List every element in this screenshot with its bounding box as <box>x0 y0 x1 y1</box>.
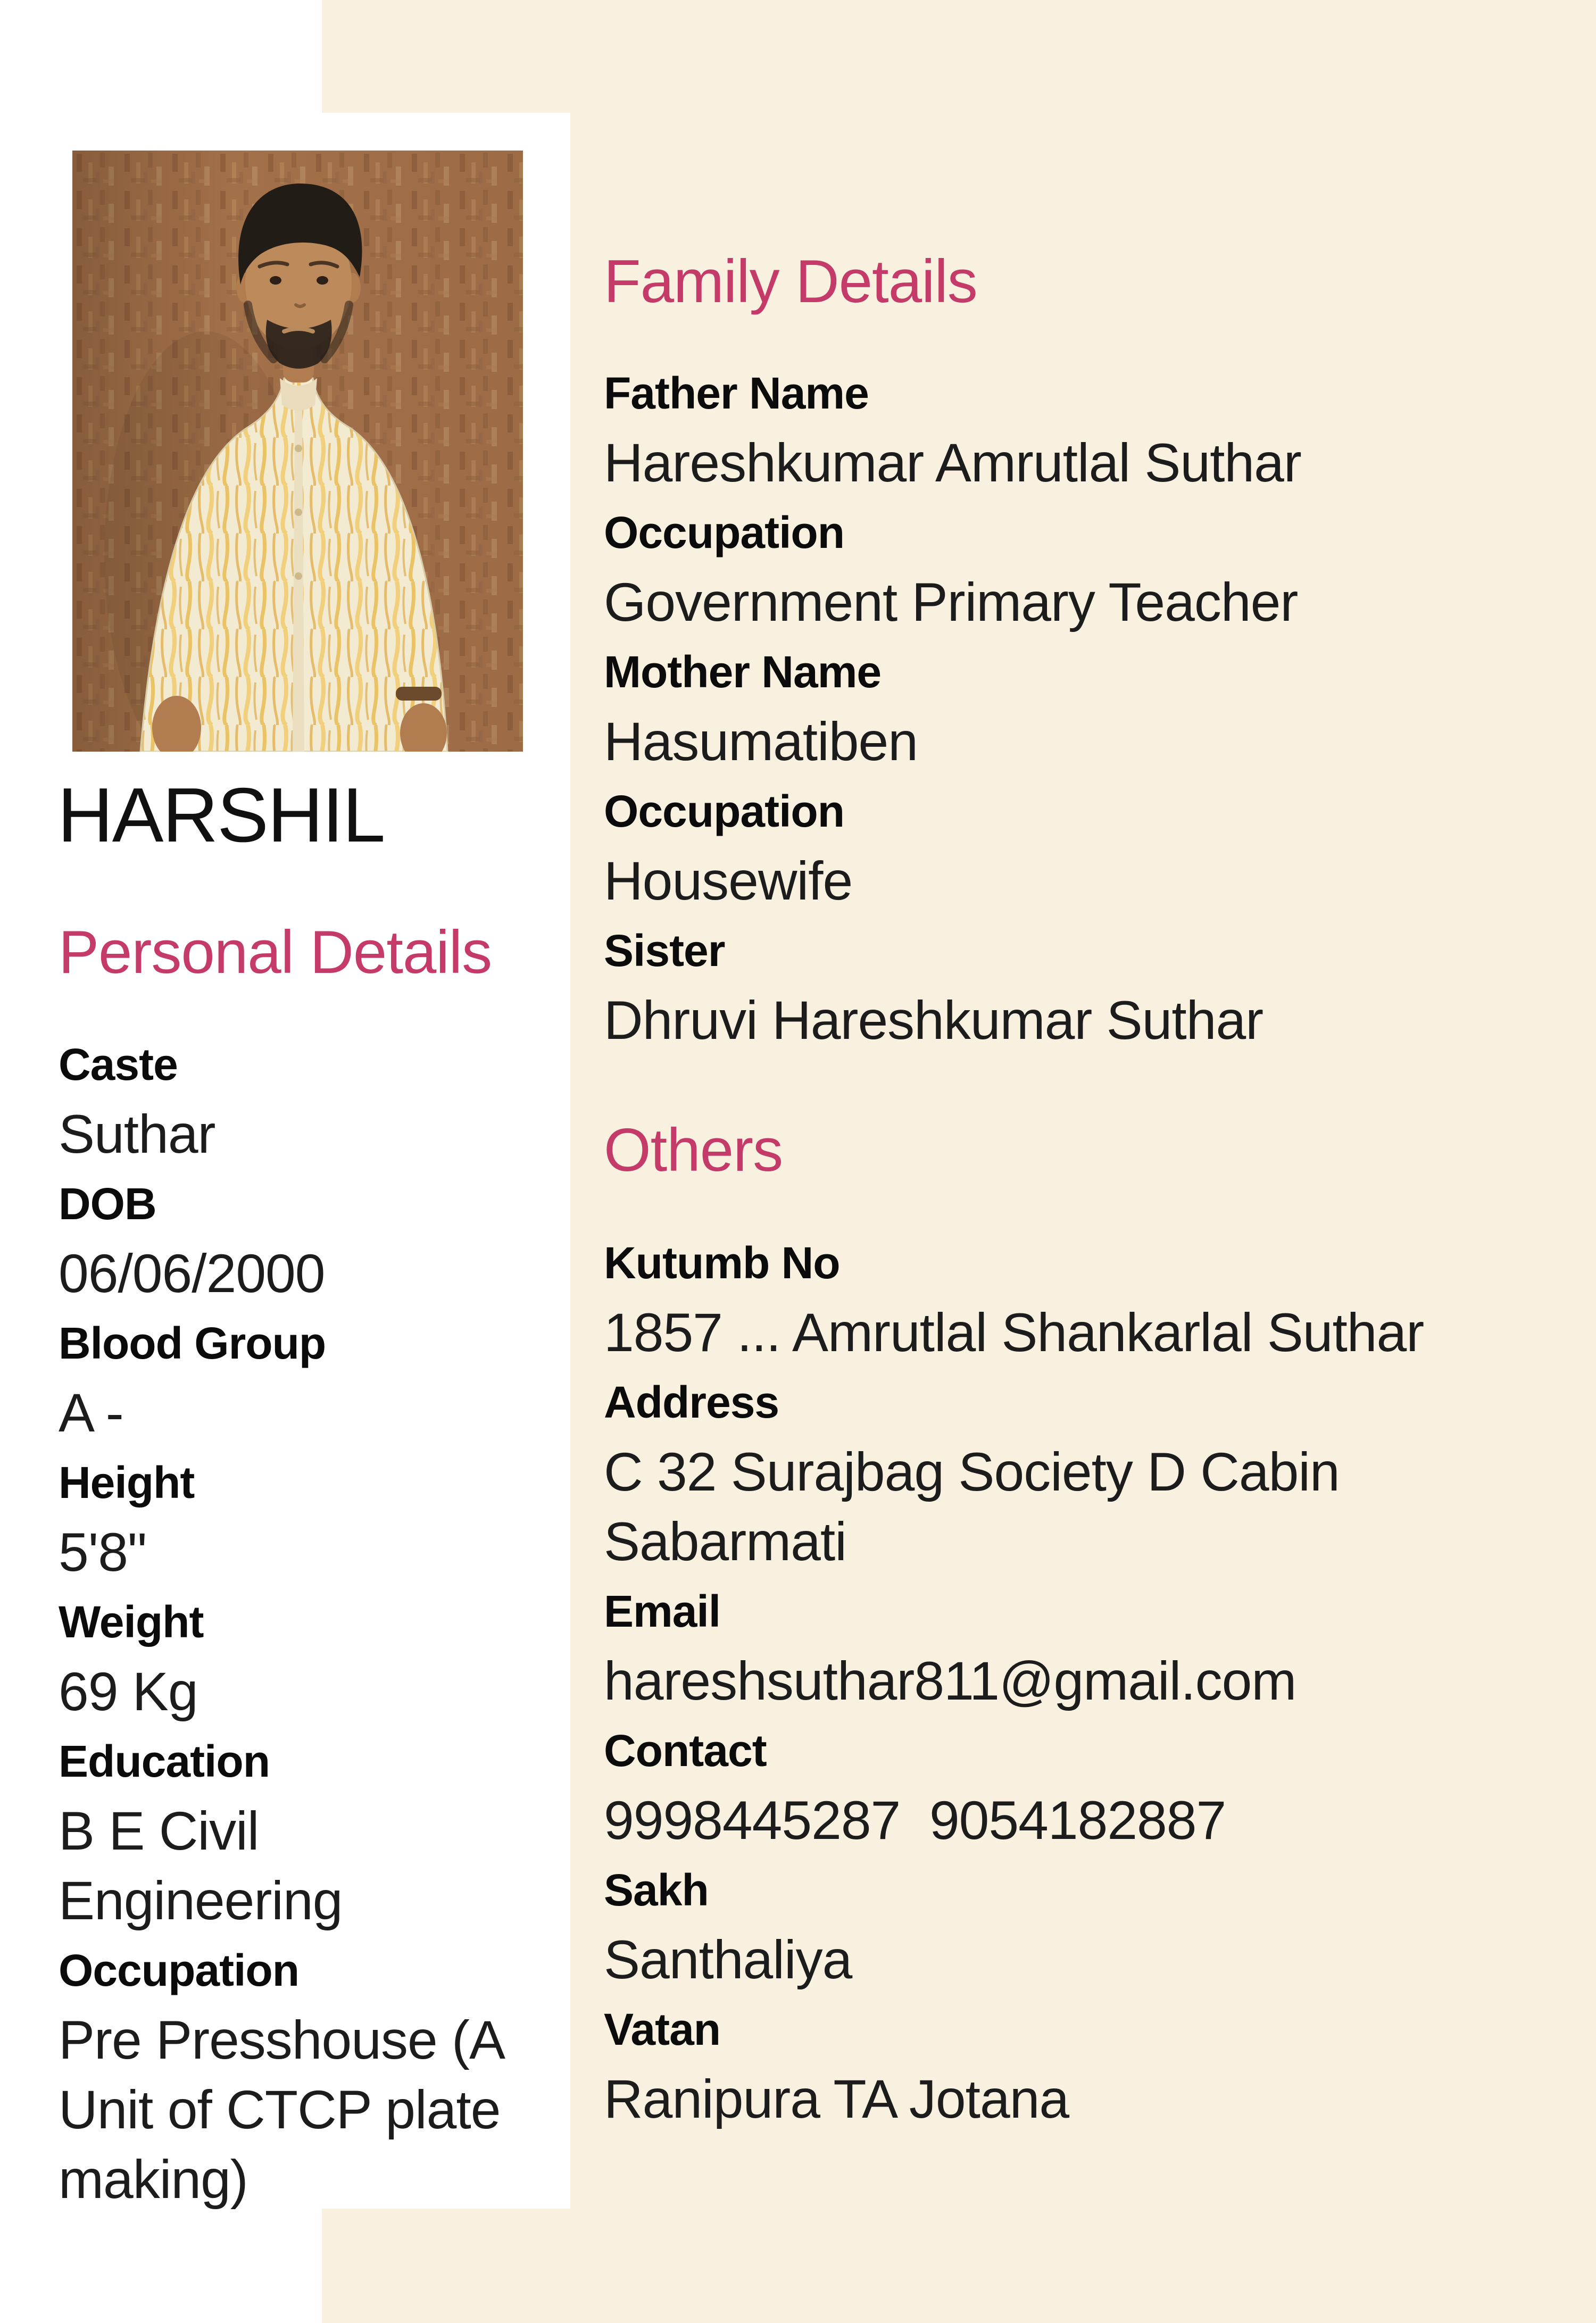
field-label: Contact <box>604 1726 767 1776</box>
field-value: 9998445287 9054182887 <box>604 1790 1226 1851</box>
field-value: B E Civil Engineering <box>59 1801 343 1931</box>
field-value: 06/06/2000 <box>59 1243 325 1304</box>
section-title-personal-details: Personal Details <box>59 919 492 986</box>
field-value: 5'8" <box>59 1522 147 1583</box>
field-label: Address <box>604 1377 779 1427</box>
field <box>604 1716 1556 1855</box>
field-label: Occupation <box>59 1945 300 1995</box>
profile-photo-illustration <box>72 151 523 752</box>
field-label: Caste <box>59 1039 178 1089</box>
personal-details-fields <box>59 1030 537 2214</box>
field-value: Ranipura TA Jotana <box>604 2069 1069 2129</box>
field-label: Mother Name <box>604 647 882 697</box>
field-value: C 32 Surajbag Society D Cabin Sabarmati <box>604 1442 1354 1572</box>
field-label: Kutumb No <box>604 1238 840 1288</box>
field-value: Pre Presshouse (A Unit of CTCP plate making) <box>59 2010 517 2210</box>
field <box>59 1169 537 1309</box>
field <box>59 1030 537 1169</box>
field-label: Email <box>604 1586 721 1636</box>
field-value: 69 Kg <box>59 1661 198 1722</box>
field-value: Santhaliya <box>604 1929 852 1990</box>
field-label: Sister <box>604 926 725 976</box>
field-value: Housewife <box>604 851 853 911</box>
field-value: Suthar <box>59 1104 215 1164</box>
field-label: Height <box>59 1458 195 1508</box>
profile-photo <box>72 151 523 752</box>
field-value: A - <box>59 1383 123 1443</box>
cream-corner-notch-top <box>322 0 570 113</box>
field <box>604 1368 1556 1577</box>
field <box>59 1448 537 1587</box>
field-value: Dhruvi Hareshkumar Suthar <box>604 990 1264 1051</box>
field-value: Hasumatiben <box>604 711 918 772</box>
field <box>59 1587 537 1727</box>
field-value: hareshsuthar811@gmail.com <box>604 1651 1296 1711</box>
field-label: Father Name <box>604 368 869 418</box>
field-label: Occupation <box>604 786 845 836</box>
field-label: DOB <box>59 1179 156 1229</box>
field <box>59 1309 537 1448</box>
field-label: Blood Group <box>59 1318 326 1368</box>
family-details-fields <box>604 359 1556 1055</box>
field <box>604 916 1556 1055</box>
field-label: Occupation <box>604 507 845 557</box>
section-title-family-details: Family Details <box>604 248 977 315</box>
field <box>604 1577 1556 1716</box>
profile-name: HARSHIL <box>57 772 385 858</box>
others-fields <box>604 1228 1556 2134</box>
field <box>604 637 1556 777</box>
field-label: Education <box>59 1736 270 1786</box>
field <box>59 1936 537 2214</box>
field <box>604 1228 1556 1368</box>
field-value: Hareshkumar Amrutlal Suthar <box>604 432 1301 493</box>
field <box>604 1995 1556 2134</box>
section-title-others: Others <box>604 1117 783 1184</box>
cream-corner-notch-bottom <box>322 2209 570 2323</box>
field-label: Vatan <box>604 2004 721 2054</box>
field-value: 1857 ... Amrutlal Shankarlal Suthar <box>604 1302 1424 1363</box>
field <box>604 359 1556 498</box>
field <box>604 498 1556 637</box>
field-label: Sakh <box>604 1865 709 1915</box>
field-label: Weight <box>59 1597 204 1647</box>
field <box>604 777 1556 916</box>
field <box>59 1727 537 1936</box>
field <box>604 1855 1556 1995</box>
field-value: Government Primary Teacher <box>604 572 1298 632</box>
